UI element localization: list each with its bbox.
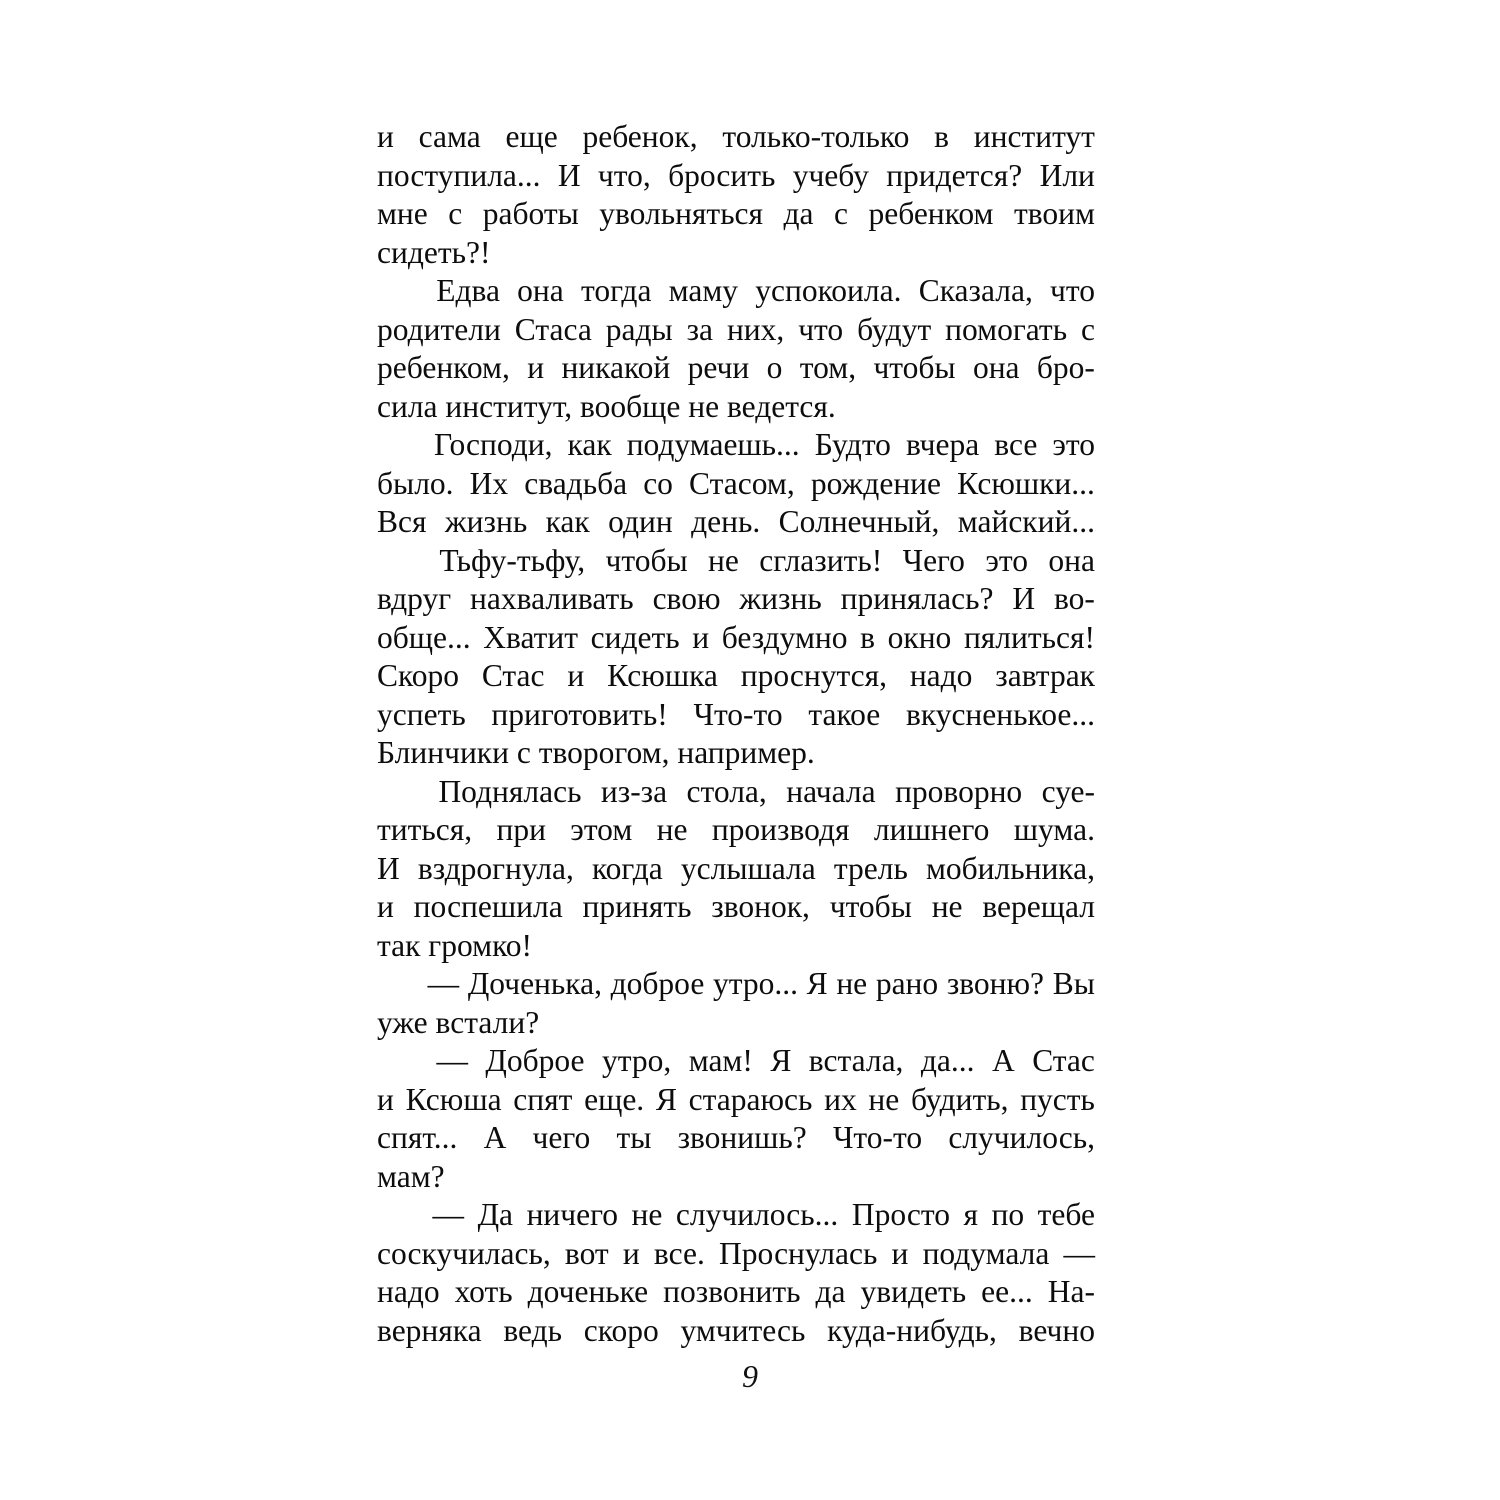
word: с bbox=[448, 196, 463, 231]
word: что bbox=[1050, 273, 1095, 308]
word: принялась? bbox=[840, 581, 994, 616]
word: было. bbox=[377, 465, 454, 501]
word: Стас bbox=[481, 658, 545, 693]
word: стараюсь bbox=[688, 1081, 813, 1117]
word: ее... bbox=[981, 1274, 1033, 1309]
word: я bbox=[963, 1197, 978, 1232]
body-paragraph bbox=[377, 542, 1095, 773]
word: не bbox=[931, 889, 963, 924]
word: бросить bbox=[668, 157, 776, 193]
text-line bbox=[377, 657, 1095, 696]
text-line bbox=[377, 426, 1095, 465]
word: сидеть bbox=[590, 619, 680, 655]
word: трель bbox=[833, 850, 908, 886]
word: Ксюшки... bbox=[957, 465, 1095, 501]
word: вечно bbox=[1018, 1312, 1095, 1348]
word: доброе bbox=[610, 966, 705, 1001]
word: стола, bbox=[686, 773, 767, 809]
word: их bbox=[824, 1081, 857, 1117]
word: звоню? bbox=[946, 966, 1045, 1001]
word: не bbox=[708, 542, 739, 578]
text-line bbox=[377, 195, 1095, 234]
word: не bbox=[836, 966, 868, 1001]
word: учебу bbox=[792, 157, 869, 193]
word: она bbox=[517, 273, 564, 308]
word: ребенком, bbox=[377, 350, 510, 385]
word: о bbox=[766, 350, 783, 385]
word: вот bbox=[564, 1235, 609, 1271]
word: твоим bbox=[1013, 196, 1095, 231]
word: Я bbox=[655, 1081, 677, 1117]
word: лишнего bbox=[873, 812, 990, 847]
word: звонок, bbox=[711, 889, 810, 924]
word: придется? bbox=[886, 157, 1023, 193]
text-line bbox=[377, 311, 1095, 350]
word: скоро bbox=[583, 1312, 659, 1348]
word: шума. bbox=[1013, 812, 1095, 847]
word: производя bbox=[711, 812, 850, 847]
word: успокоила. bbox=[755, 273, 902, 308]
text-line: мам? bbox=[377, 1158, 445, 1194]
word: институт bbox=[973, 119, 1095, 154]
text-line bbox=[377, 349, 1095, 388]
word: поспешила bbox=[413, 889, 563, 924]
word: за bbox=[686, 311, 714, 347]
word: не bbox=[631, 1197, 663, 1232]
word: Ксюшка bbox=[607, 658, 718, 693]
word: соскучилась, bbox=[377, 1235, 551, 1271]
page-text-column bbox=[377, 118, 1095, 1350]
word: ребенком bbox=[868, 196, 994, 231]
text-line bbox=[377, 1196, 1095, 1235]
word: Что-то bbox=[832, 1120, 923, 1155]
word: спят bbox=[513, 1081, 573, 1117]
word: и bbox=[622, 1235, 640, 1271]
word: только-только bbox=[722, 119, 910, 154]
word: и bbox=[377, 1081, 394, 1117]
word: А bbox=[991, 1043, 1015, 1078]
word: ты bbox=[616, 1120, 652, 1155]
text-line bbox=[377, 1235, 1095, 1274]
word: нахваливать bbox=[470, 581, 634, 616]
text-line: Блинчики с творогом, например. bbox=[377, 735, 815, 770]
word: услышала bbox=[680, 850, 816, 886]
text-line: уже встали? bbox=[377, 1004, 540, 1040]
word: речи bbox=[687, 350, 750, 385]
word: Вы bbox=[1052, 966, 1095, 1001]
word: проворно bbox=[895, 773, 1023, 809]
word: Просто bbox=[851, 1197, 950, 1232]
word: и bbox=[567, 658, 585, 693]
word: родители bbox=[377, 311, 501, 347]
word: и bbox=[527, 350, 545, 385]
word: Чего bbox=[902, 542, 965, 578]
word: жизнь bbox=[444, 504, 528, 539]
text-line: так громко! bbox=[377, 927, 533, 963]
word: том, bbox=[799, 350, 857, 385]
word: день. bbox=[691, 504, 761, 539]
word: рады bbox=[605, 311, 673, 347]
word: Доченька, bbox=[467, 966, 602, 1001]
word: проснутся, bbox=[740, 658, 887, 693]
text-line bbox=[377, 1119, 1095, 1158]
word: встала, bbox=[808, 1043, 904, 1078]
word: помогать bbox=[945, 311, 1068, 347]
word: утро, bbox=[602, 1043, 672, 1078]
word: не bbox=[868, 1081, 900, 1117]
text-line bbox=[377, 580, 1095, 619]
text-line bbox=[377, 1081, 1095, 1120]
word: подумаешь... bbox=[626, 427, 800, 462]
word: это bbox=[985, 542, 1028, 578]
word: сама bbox=[418, 119, 481, 154]
word: по bbox=[991, 1197, 1025, 1232]
word: майский... bbox=[957, 504, 1095, 539]
word: рано bbox=[875, 966, 939, 1001]
word: мне bbox=[377, 196, 428, 231]
word: мам! bbox=[688, 1043, 753, 1078]
word: и bbox=[377, 119, 394, 154]
text-line bbox=[377, 157, 1095, 196]
word: с bbox=[834, 196, 848, 231]
word: еще bbox=[505, 119, 558, 154]
word: куда-нибудь, bbox=[827, 1312, 997, 1348]
word: что, bbox=[597, 157, 651, 193]
text-line bbox=[377, 1312, 1095, 1351]
word: что bbox=[798, 311, 844, 347]
text-line bbox=[377, 811, 1095, 850]
word: Сказала, bbox=[918, 273, 1033, 308]
word: чтобы bbox=[605, 542, 688, 578]
word: сглазить! bbox=[759, 542, 883, 578]
word: позвонить bbox=[663, 1274, 801, 1309]
word: Хватит bbox=[483, 619, 579, 655]
word: будут bbox=[857, 311, 932, 347]
word: рождение bbox=[810, 465, 942, 501]
word: Да bbox=[477, 1197, 514, 1232]
word: хоть bbox=[454, 1274, 513, 1309]
word: да bbox=[815, 1274, 846, 1309]
word: Их bbox=[469, 465, 509, 501]
word: Будто bbox=[814, 427, 891, 462]
word: да bbox=[783, 196, 814, 231]
word: бро- bbox=[1036, 350, 1095, 385]
word: Стас bbox=[1032, 1043, 1095, 1078]
word: это bbox=[1052, 427, 1095, 462]
word: Солнечный, bbox=[778, 504, 940, 539]
text-line bbox=[377, 1273, 1095, 1312]
word: все bbox=[994, 427, 1038, 462]
word: верещал bbox=[982, 889, 1095, 924]
word: Ксюша bbox=[405, 1081, 502, 1117]
body-paragraph bbox=[377, 773, 1095, 966]
word: начала bbox=[786, 773, 876, 809]
word: как bbox=[567, 427, 612, 462]
text-line bbox=[377, 1042, 1095, 1081]
text-line bbox=[377, 542, 1095, 581]
body-paragraph bbox=[377, 426, 1095, 542]
word: окно bbox=[887, 619, 952, 655]
word: мобильника, bbox=[925, 850, 1095, 886]
body-paragraph bbox=[377, 118, 1095, 272]
word: титься, bbox=[377, 812, 473, 847]
word: Что-то bbox=[693, 696, 783, 732]
word: подумала bbox=[922, 1235, 1050, 1271]
word: спят... bbox=[377, 1120, 458, 1155]
page-number: 9 bbox=[742, 1358, 758, 1394]
word: Господи, bbox=[434, 427, 553, 462]
word: никакой bbox=[561, 350, 671, 385]
word: случилось... bbox=[675, 1197, 839, 1232]
text-line bbox=[377, 272, 1095, 311]
word: — bbox=[436, 1043, 468, 1078]
word: свою bbox=[652, 581, 721, 616]
word: да... bbox=[920, 1043, 975, 1078]
word: ничего bbox=[526, 1197, 618, 1232]
word: А bbox=[483, 1120, 507, 1155]
text-line bbox=[377, 965, 1095, 1004]
word: Скоро bbox=[377, 658, 459, 693]
text-line bbox=[377, 503, 1095, 542]
word: чтобы bbox=[829, 889, 912, 924]
word: пусть bbox=[1020, 1081, 1095, 1117]
word: — bbox=[432, 1197, 465, 1232]
text-line bbox=[377, 696, 1095, 735]
word: Поднялась bbox=[438, 773, 582, 809]
word: из-за bbox=[600, 773, 668, 809]
word: маму bbox=[668, 273, 739, 308]
word: во- bbox=[1054, 581, 1095, 616]
word: И bbox=[557, 157, 581, 193]
word: чтобы bbox=[873, 350, 956, 385]
word: На- bbox=[1047, 1274, 1095, 1309]
word: Стаса bbox=[514, 311, 592, 347]
word: доченьке bbox=[527, 1274, 649, 1309]
word: Проснулась bbox=[719, 1235, 878, 1271]
word: и bbox=[891, 1235, 909, 1271]
word: Доброе bbox=[485, 1043, 585, 1078]
word: при bbox=[496, 812, 546, 847]
word: ведь bbox=[503, 1312, 563, 1348]
word: И bbox=[1012, 581, 1036, 616]
word: пялиться! bbox=[963, 619, 1095, 655]
word: приготовить! bbox=[491, 696, 668, 732]
word: звонишь? bbox=[677, 1120, 807, 1155]
text-line bbox=[377, 888, 1095, 927]
word: успеть bbox=[377, 696, 466, 732]
dialogue-paragraph bbox=[377, 1042, 1095, 1196]
word: и bbox=[377, 889, 394, 924]
word: вчера bbox=[905, 427, 980, 462]
word: Я bbox=[806, 966, 828, 1001]
text-line bbox=[377, 773, 1095, 812]
word: — bbox=[1063, 1235, 1095, 1271]
dialogue-paragraph bbox=[377, 965, 1095, 1042]
word: вздрогнула, bbox=[417, 850, 574, 886]
word: в bbox=[860, 619, 876, 655]
word: увольняться bbox=[599, 196, 764, 231]
text-line bbox=[377, 619, 1095, 658]
word: ребенок, bbox=[582, 119, 698, 154]
word: бездумно bbox=[721, 619, 848, 655]
word: она bbox=[1048, 542, 1095, 578]
word: Я bbox=[770, 1043, 792, 1078]
word: завтрак bbox=[995, 658, 1095, 693]
word: когда bbox=[591, 850, 663, 886]
word: жизнь bbox=[739, 581, 822, 616]
word: случилось, bbox=[948, 1120, 1095, 1155]
word: Тьфу-тьфу, bbox=[439, 542, 586, 578]
word: такое bbox=[808, 696, 881, 732]
word: — bbox=[427, 966, 460, 1001]
word: чего bbox=[532, 1120, 591, 1155]
word: вкусненькое... bbox=[905, 696, 1095, 732]
word: работы bbox=[482, 196, 579, 231]
body-paragraph bbox=[377, 272, 1095, 426]
word: не bbox=[656, 812, 688, 847]
word: обще... bbox=[377, 619, 471, 655]
word: поступила... bbox=[377, 157, 541, 193]
word: будить, bbox=[910, 1081, 1009, 1117]
word: один bbox=[608, 504, 673, 539]
word: увидеть bbox=[860, 1274, 967, 1309]
word: утро... bbox=[712, 966, 798, 1001]
word: Или bbox=[1039, 157, 1095, 193]
word: и bbox=[692, 619, 710, 655]
dialogue-paragraph bbox=[377, 1196, 1095, 1350]
word: надо bbox=[377, 1274, 440, 1309]
word: тогда bbox=[580, 273, 652, 308]
word: в bbox=[934, 119, 949, 154]
word: умчитесь bbox=[680, 1312, 806, 1348]
word: принять bbox=[582, 889, 692, 924]
word: свадьба bbox=[524, 465, 628, 501]
text-line bbox=[377, 850, 1095, 889]
word: она bbox=[972, 350, 1020, 385]
word: Вся bbox=[377, 504, 427, 539]
text-line: сила институт, вообще не ведется. bbox=[377, 388, 836, 424]
word: И bbox=[377, 850, 400, 886]
word: все. bbox=[653, 1235, 705, 1271]
word: суе- bbox=[1041, 773, 1095, 809]
word: Стасом, bbox=[689, 465, 795, 501]
word: тебе bbox=[1037, 1197, 1095, 1232]
word: как bbox=[545, 504, 590, 539]
word: надо bbox=[909, 658, 973, 693]
text-line bbox=[377, 118, 1095, 157]
text-line: сидеть?! bbox=[377, 234, 491, 270]
word: них, bbox=[726, 311, 785, 347]
word: этом bbox=[570, 812, 633, 847]
word: с bbox=[1081, 311, 1095, 347]
word: еще. bbox=[584, 1081, 645, 1117]
word: верняка bbox=[377, 1312, 482, 1348]
word: вдруг bbox=[377, 581, 452, 616]
word: Едва bbox=[436, 273, 500, 308]
word: со bbox=[643, 465, 673, 501]
text-line bbox=[377, 465, 1095, 504]
